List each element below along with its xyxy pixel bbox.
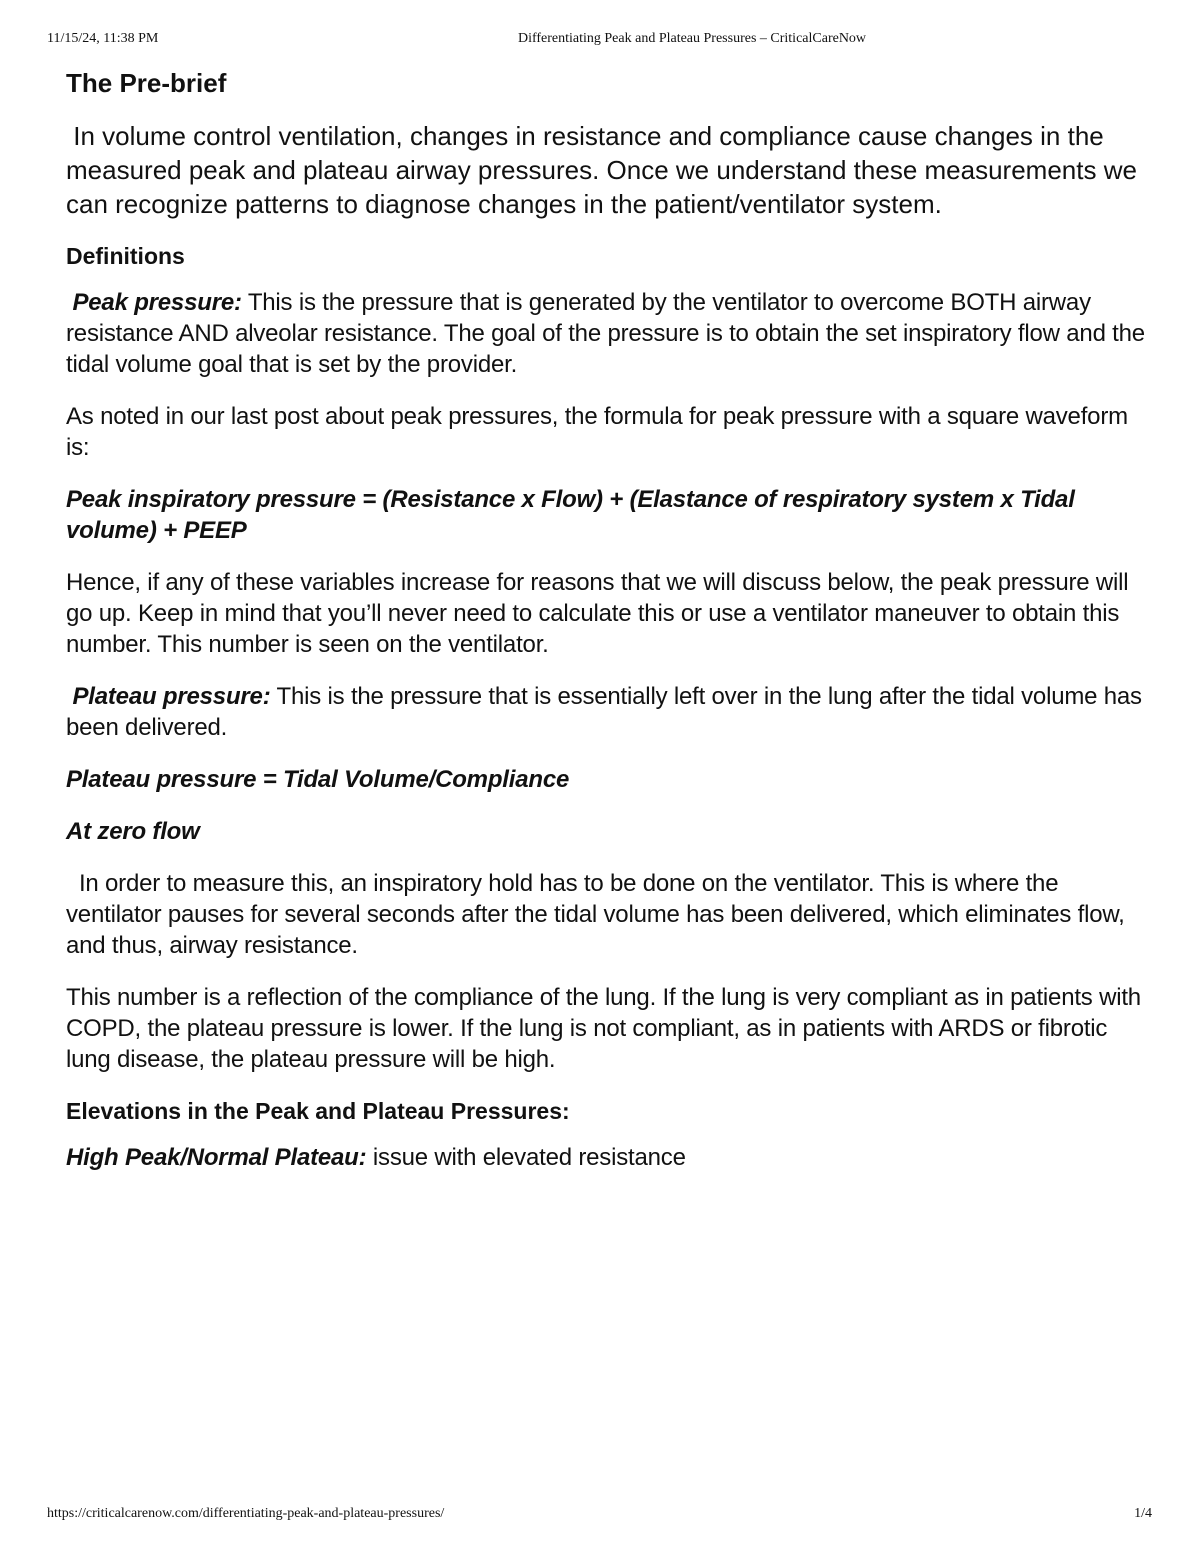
article-title: The Pre-brief <box>66 68 227 98</box>
article-content <box>66 66 1146 1194</box>
peak-followup: Hence, if any of these variables increase for reasons that we will discuss below, the peak pressure will go up. Keep in mind that you’ll never need to calculate this or use a ventilator maneuver to obtain this number. This number is seen on the ventilator. <box>66 569 1129 658</box>
print-page-number: 1/4 <box>1134 1506 1152 1521</box>
zero-flow-note: At zero flow <box>66 818 200 845</box>
peak-pressure-definition <box>66 287 1146 380</box>
definitions-heading: Definitions <box>66 243 185 269</box>
print-header <box>0 31 1200 51</box>
high-peak-label: High Peak/Normal Plateau: <box>66 1144 367 1171</box>
peak-pressure-text: This is the pressure that is generated by the ventilator to overcome BOTH airway resistance AND alveolar resistance. The goal of the pressure is to obtain the set inspiratory flow and the tidal volume goal that is set by the provider. <box>66 289 1145 378</box>
plateau-pressure-text: This is the pressure that is essentially left over in the lung after the tidal volume has been delivered. <box>66 683 1142 741</box>
peak-pressure-label: Peak pressure: <box>72 289 242 316</box>
print-url: https://criticalcarenow.com/differentiating-peak-and-plateau-pressures/ <box>47 1506 445 1521</box>
plateau-pressure-definition <box>66 681 1146 743</box>
intro-paragraph: In volume control ventilation, changes in resistance and compliance cause changes in the measured peak and plateau airway pressures. Once we understand these measurements we can recognize patterns to diagnose changes in the patient/ventilator system. <box>66 121 1145 219</box>
plateau-formula: Plateau pressure = Tidal Volume/Compliance <box>66 766 570 793</box>
inspiratory-hold-paragraph: In order to measure this, an inspiratory hold has to be done on the ventilator. This is where the ventilator pauses for several seconds after the tidal volume has been delivered, which eliminates flow, and thus, airway resistance. <box>66 870 1132 959</box>
elevations-heading: Elevations in the Peak and Plateau Pressures: <box>66 1098 570 1124</box>
print-page-title: Differentiating Peak and Plateau Pressures – CriticalCareNow <box>517 31 867 46</box>
compliance-paragraph: This number is a reflection of the compliance of the lung. If the lung is very compliant as in patients with COPD, the plateau pressure is lower. If the lung is not compliant, as in patients with ARDS or fibrotic lung disease, the plateau pressure will be high. <box>66 984 1141 1073</box>
high-peak-text: issue with elevated resistance <box>366 1144 686 1171</box>
peak-formula-intro: As noted in our last post about peak pressures, the formula for peak pressure with a square waveform is: <box>66 403 1128 461</box>
plateau-pressure-label: Plateau pressure: <box>72 683 271 710</box>
peak-formula: Peak inspiratory pressure = (Resistance x Flow) + (Elastance of respiratory system x Tidal volume) + PEEP <box>66 486 1075 544</box>
high-peak-normal-plateau <box>66 1142 1146 1173</box>
print-footer <box>0 1506 1200 1526</box>
print-datetime: 11/15/24, 11:38 PM <box>47 31 159 46</box>
